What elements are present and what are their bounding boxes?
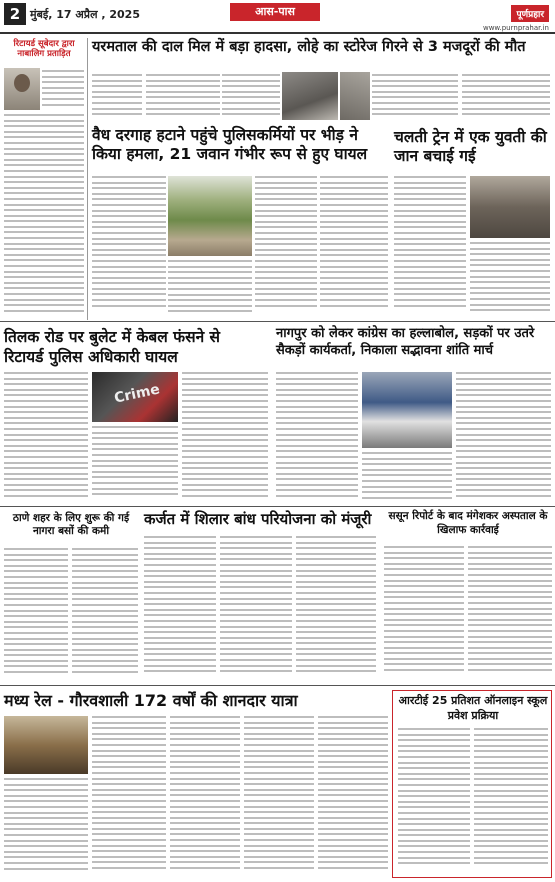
thane-headline: ठाणे शहर के लिए शुरू की गई नागरा बसों की कमी bbox=[12, 512, 130, 538]
dargah-photo bbox=[168, 176, 252, 256]
railway-body-c bbox=[170, 716, 240, 878]
heritage-train-photo bbox=[4, 716, 88, 774]
masthead bbox=[0, 0, 555, 34]
column-rule bbox=[87, 38, 88, 320]
dam-body-b bbox=[220, 536, 292, 680]
railway-body-e bbox=[318, 716, 388, 878]
dargah-body-c bbox=[255, 176, 317, 316]
nagpur-headline: नागपुर को लेकर कांग्रेस का हल्लाबोल, सड़कों पर उतरे सैकड़ों कार्यकर्ता, निकाला सद्भावना शांति मार्च bbox=[276, 326, 535, 358]
nagpur-body-b bbox=[362, 452, 452, 502]
hospital-body-a bbox=[384, 546, 464, 680]
nagpur-march-photo bbox=[362, 372, 452, 448]
thane-body-b bbox=[72, 548, 138, 680]
top-left-headline: रिटायर्ड सूबेदार द्वारा नाबालिग प्रताड़ित bbox=[13, 39, 75, 59]
divider bbox=[0, 685, 555, 686]
suspect-photo bbox=[4, 68, 40, 110]
brand-url: www.purnprahar.in bbox=[482, 24, 549, 32]
top-left-body-b bbox=[4, 114, 84, 319]
issue-date: मुंबई, 17 अप्रैल , 2025 bbox=[30, 8, 140, 21]
railway-headline: मध्य रेल - गौरवशाली 172 वर्षों की शानदार यात्रा bbox=[4, 691, 298, 710]
railway-body-a bbox=[4, 778, 88, 878]
lead-body-b bbox=[146, 74, 220, 122]
top-left-body-a bbox=[42, 70, 84, 110]
dam-body-a bbox=[144, 536, 216, 680]
dam-body-c bbox=[296, 536, 376, 680]
accident-photo-2 bbox=[340, 72, 370, 120]
train-headline: चलती ट्रेन में एक युवती की जान बचाई गई bbox=[394, 128, 547, 166]
dargah-body-a bbox=[92, 176, 166, 316]
tilak-body-b bbox=[92, 426, 178, 502]
nagpur-body-c bbox=[456, 372, 551, 502]
hospital-body-b bbox=[468, 546, 552, 680]
brand-logo: पूर्णप्रहार bbox=[511, 5, 549, 22]
tilak-body-a bbox=[4, 372, 88, 502]
hospital-headline: ससून रिपोर्ट के बाद मंगेशकर अस्पताल के खिलाफ कार्रवाई bbox=[388, 510, 548, 536]
page-number: 2 bbox=[4, 3, 26, 25]
train-photo bbox=[470, 176, 550, 238]
tilak-body-c bbox=[182, 372, 268, 502]
lead-body-a bbox=[92, 74, 142, 122]
lead-body-e bbox=[462, 74, 550, 122]
divider bbox=[0, 506, 555, 507]
section-label: आस-पास bbox=[230, 3, 320, 21]
rte-headline: आरटीई 25 प्रतिशत ऑनलाइन स्कूल प्रवेश प्रक्रिया bbox=[398, 694, 548, 722]
dam-headline: कर्जत में शिलार बांध परियोजना को मंजूरी bbox=[144, 510, 372, 528]
divider bbox=[0, 321, 555, 322]
lead-body-c bbox=[222, 74, 280, 122]
accident-photo-1 bbox=[282, 72, 338, 120]
thane-body-a bbox=[4, 548, 68, 680]
crime-photo bbox=[92, 372, 178, 422]
tilak-headline: तिलक रोड पर बुलेट में केबल फंसने से रिटायर्ड पुलिस अधिकारी घायल bbox=[4, 328, 221, 367]
lead-body-d bbox=[372, 74, 458, 122]
dargah-body-b bbox=[168, 260, 252, 316]
dargah-body-d bbox=[320, 176, 388, 316]
railway-body-b bbox=[92, 716, 166, 878]
railway-body-d bbox=[244, 716, 314, 878]
brand-block bbox=[469, 2, 549, 32]
train-body-b bbox=[470, 242, 550, 316]
rte-body-b bbox=[474, 728, 548, 874]
train-body-a bbox=[394, 176, 466, 316]
rte-body-a bbox=[398, 728, 470, 874]
crime-sign-text: Crime bbox=[112, 381, 162, 407]
dargah-headline: वैध दरगाह हटाने पहुंचे पुलिसकर्मियों पर भीड़ ने किया हमला, 21 जवान गंभीर रूप से हुए घायल bbox=[92, 126, 368, 164]
nagpur-body-a bbox=[276, 372, 358, 502]
lead-headline: यरमताल की दाल मिल में बड़ा हादसा, लोहे का स्टोरेज गिरने से 3 मजदूरों की मौत bbox=[92, 39, 526, 55]
